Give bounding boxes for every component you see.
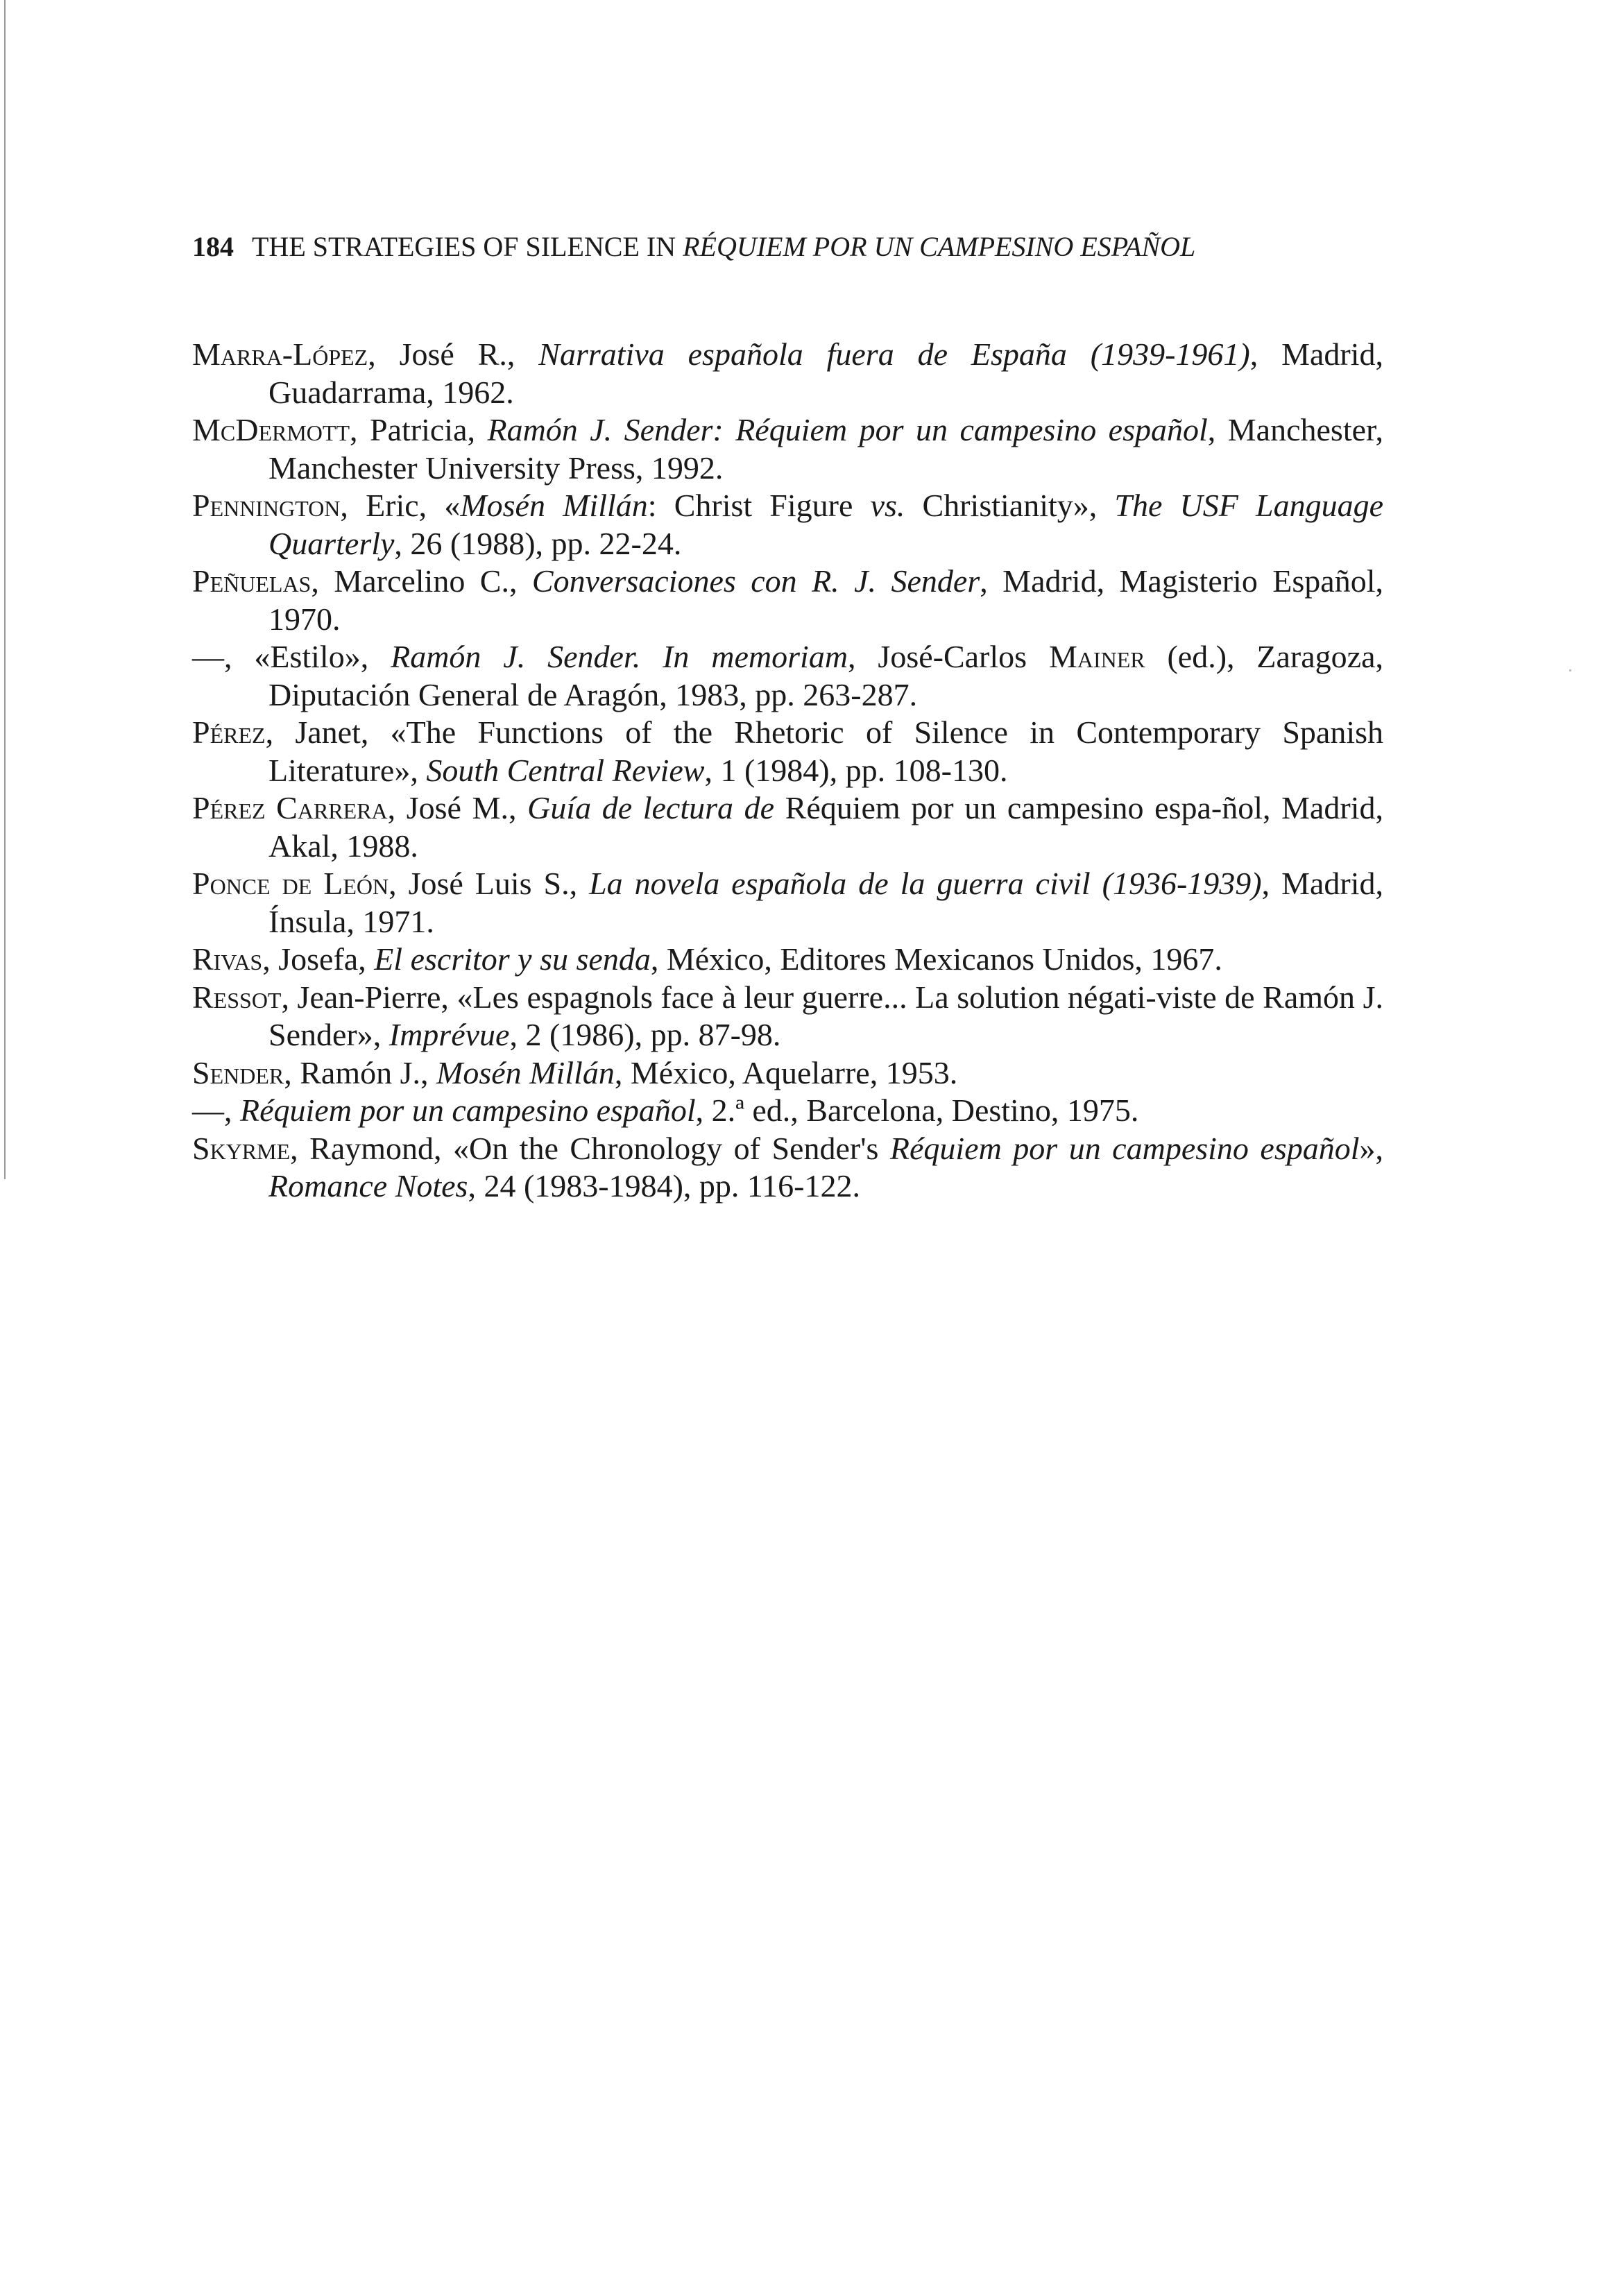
citation-text: , Josefa, bbox=[262, 941, 375, 977]
citation-text: , Madrid, Ínsula, 1971. bbox=[268, 866, 1384, 939]
title-text: South Central Review bbox=[426, 752, 705, 788]
title-text: Mosén Millán bbox=[436, 1054, 615, 1090]
title-text: Imprévue bbox=[389, 1017, 510, 1052]
citation-text: , México, Editores Mexicanos Unidos, 1967. bbox=[650, 941, 1222, 977]
author-name: Skyrme bbox=[192, 1130, 291, 1166]
title-text: The USF Language Quarterly bbox=[268, 488, 1384, 561]
title-text: Romance Notes bbox=[268, 1168, 468, 1203]
author-name: Ressot bbox=[192, 979, 282, 1015]
author-name: Marra-López bbox=[192, 336, 368, 372]
bibliography-entry bbox=[192, 1054, 1383, 1093]
citation-text: , Raymond, «On the Chronology of Sender's bbox=[290, 1130, 890, 1166]
bibliography-entry bbox=[192, 789, 1383, 865]
citation-text: , Madrid, Magisterio Español, 1970. bbox=[268, 563, 1383, 637]
citation-text: : Christ Figure bbox=[647, 488, 871, 523]
bibliography-entry bbox=[192, 714, 1383, 789]
author-name: Pennington bbox=[192, 488, 341, 523]
citation-text: , José R., bbox=[368, 336, 539, 372]
citation-text: —, «Estilo», bbox=[192, 639, 391, 674]
running-head-title: THE STRATEGIES OF SILENCE IN bbox=[252, 231, 676, 262]
citation-text: , 2 (1986), pp. 87-98. bbox=[509, 1017, 781, 1052]
author-name: Rivas bbox=[192, 941, 263, 977]
citation-text: —, bbox=[192, 1093, 240, 1128]
author-name: McDermott bbox=[192, 412, 350, 447]
bibliography-list bbox=[192, 336, 1383, 1206]
citation-text: , Eric, « bbox=[340, 488, 461, 523]
bibliography-entry bbox=[192, 411, 1383, 487]
bibliography-entry bbox=[192, 1130, 1383, 1206]
citation-text: (ed.), Zaragoza, Diputación General de Aragón, 1983, pp. 263-287. bbox=[268, 639, 1383, 712]
citation-text: , Ramón J., bbox=[284, 1054, 437, 1090]
citation-text: , Janet, «The Functions of the Rhetoric of Silence in Contemporary Spanish Literature», bbox=[265, 714, 1383, 788]
running-head-title-italic: RÉQUIEM POR UN CAMPESINO ESPAÑOL bbox=[683, 231, 1196, 262]
running-head bbox=[192, 230, 1441, 264]
citation-text: , 1 (1984), pp. 108-130. bbox=[704, 752, 1008, 788]
citation-text: , 26 (1988), pp. 22-24. bbox=[394, 525, 682, 561]
bibliography-entry bbox=[192, 979, 1383, 1054]
bibliography-entry bbox=[192, 336, 1383, 411]
citation-text: , José-Carlos bbox=[848, 639, 1049, 674]
title-text: El escritor y su senda bbox=[374, 941, 651, 977]
title-text: Ramón J. Sender. In memoriam bbox=[391, 639, 848, 674]
author-name: Sender bbox=[192, 1054, 284, 1090]
citation-text: , Jean-Pierre, «Les espagnols face à leur guerre... La solution négati-viste de Ramón J. Sender», bbox=[268, 979, 1383, 1052]
citation-text: , José M., bbox=[387, 790, 528, 825]
citation-text: , Manchester, Manchester University Press, 1992. bbox=[268, 412, 1383, 486]
bibliography-entry bbox=[192, 563, 1383, 638]
title-text: La novela española de la guerra civil (1936-1939) bbox=[589, 866, 1262, 901]
author-name: Pérez bbox=[192, 714, 266, 750]
citation-text: , Madrid, Guadarrama, 1962. bbox=[268, 336, 1384, 410]
citation-text: Christianity», bbox=[905, 488, 1115, 523]
title-text: Réquiem por un campesino español bbox=[889, 1130, 1360, 1166]
title-text: vs. bbox=[870, 488, 905, 523]
title-text: Mosén Millán bbox=[460, 488, 648, 523]
title-text: Guía de lectura de bbox=[527, 790, 775, 825]
author-name: Peñuelas bbox=[192, 563, 311, 599]
bibliography-entry bbox=[192, 1092, 1383, 1130]
citation-text: , México, Aquelarre, 1953. bbox=[614, 1054, 958, 1090]
scan-speck bbox=[1569, 669, 1571, 671]
title-text: Conversaciones con R. J. Sender bbox=[531, 563, 980, 599]
bibliography-entry bbox=[192, 638, 1383, 714]
citation-text: Réquiem por un campesino espa-ñol, Madrid, Akal, 1988. bbox=[268, 790, 1384, 864]
author-name: Pérez Carrera bbox=[192, 790, 388, 825]
citation-text: », bbox=[1359, 1130, 1384, 1166]
scan-edge-line bbox=[4, 0, 6, 1179]
title-text: Ramón J. Sender: Réquiem por un campesino español bbox=[487, 412, 1208, 447]
author-name: Mainer bbox=[1048, 639, 1145, 674]
citation-text: , José Luis S., bbox=[389, 866, 590, 901]
citation-text: , Marcelino C., bbox=[311, 563, 532, 599]
citation-text: , 24 (1983-1984), pp. 116-122. bbox=[468, 1168, 861, 1203]
title-text: Réquiem por un campesino español bbox=[240, 1093, 696, 1128]
citation-text: , 2.ª ed., Barcelona, Destino, 1975. bbox=[695, 1093, 1139, 1128]
title-text: Narrativa española fuera de España (1939-1961) bbox=[538, 336, 1250, 372]
bibliography-entry bbox=[192, 865, 1383, 941]
bibliography-entry bbox=[192, 487, 1383, 563]
author-name: Ponce de León bbox=[192, 866, 389, 901]
bibliography-entry bbox=[192, 941, 1383, 979]
page-number: 184 bbox=[192, 231, 234, 262]
citation-text: , Patricia, bbox=[350, 412, 488, 447]
